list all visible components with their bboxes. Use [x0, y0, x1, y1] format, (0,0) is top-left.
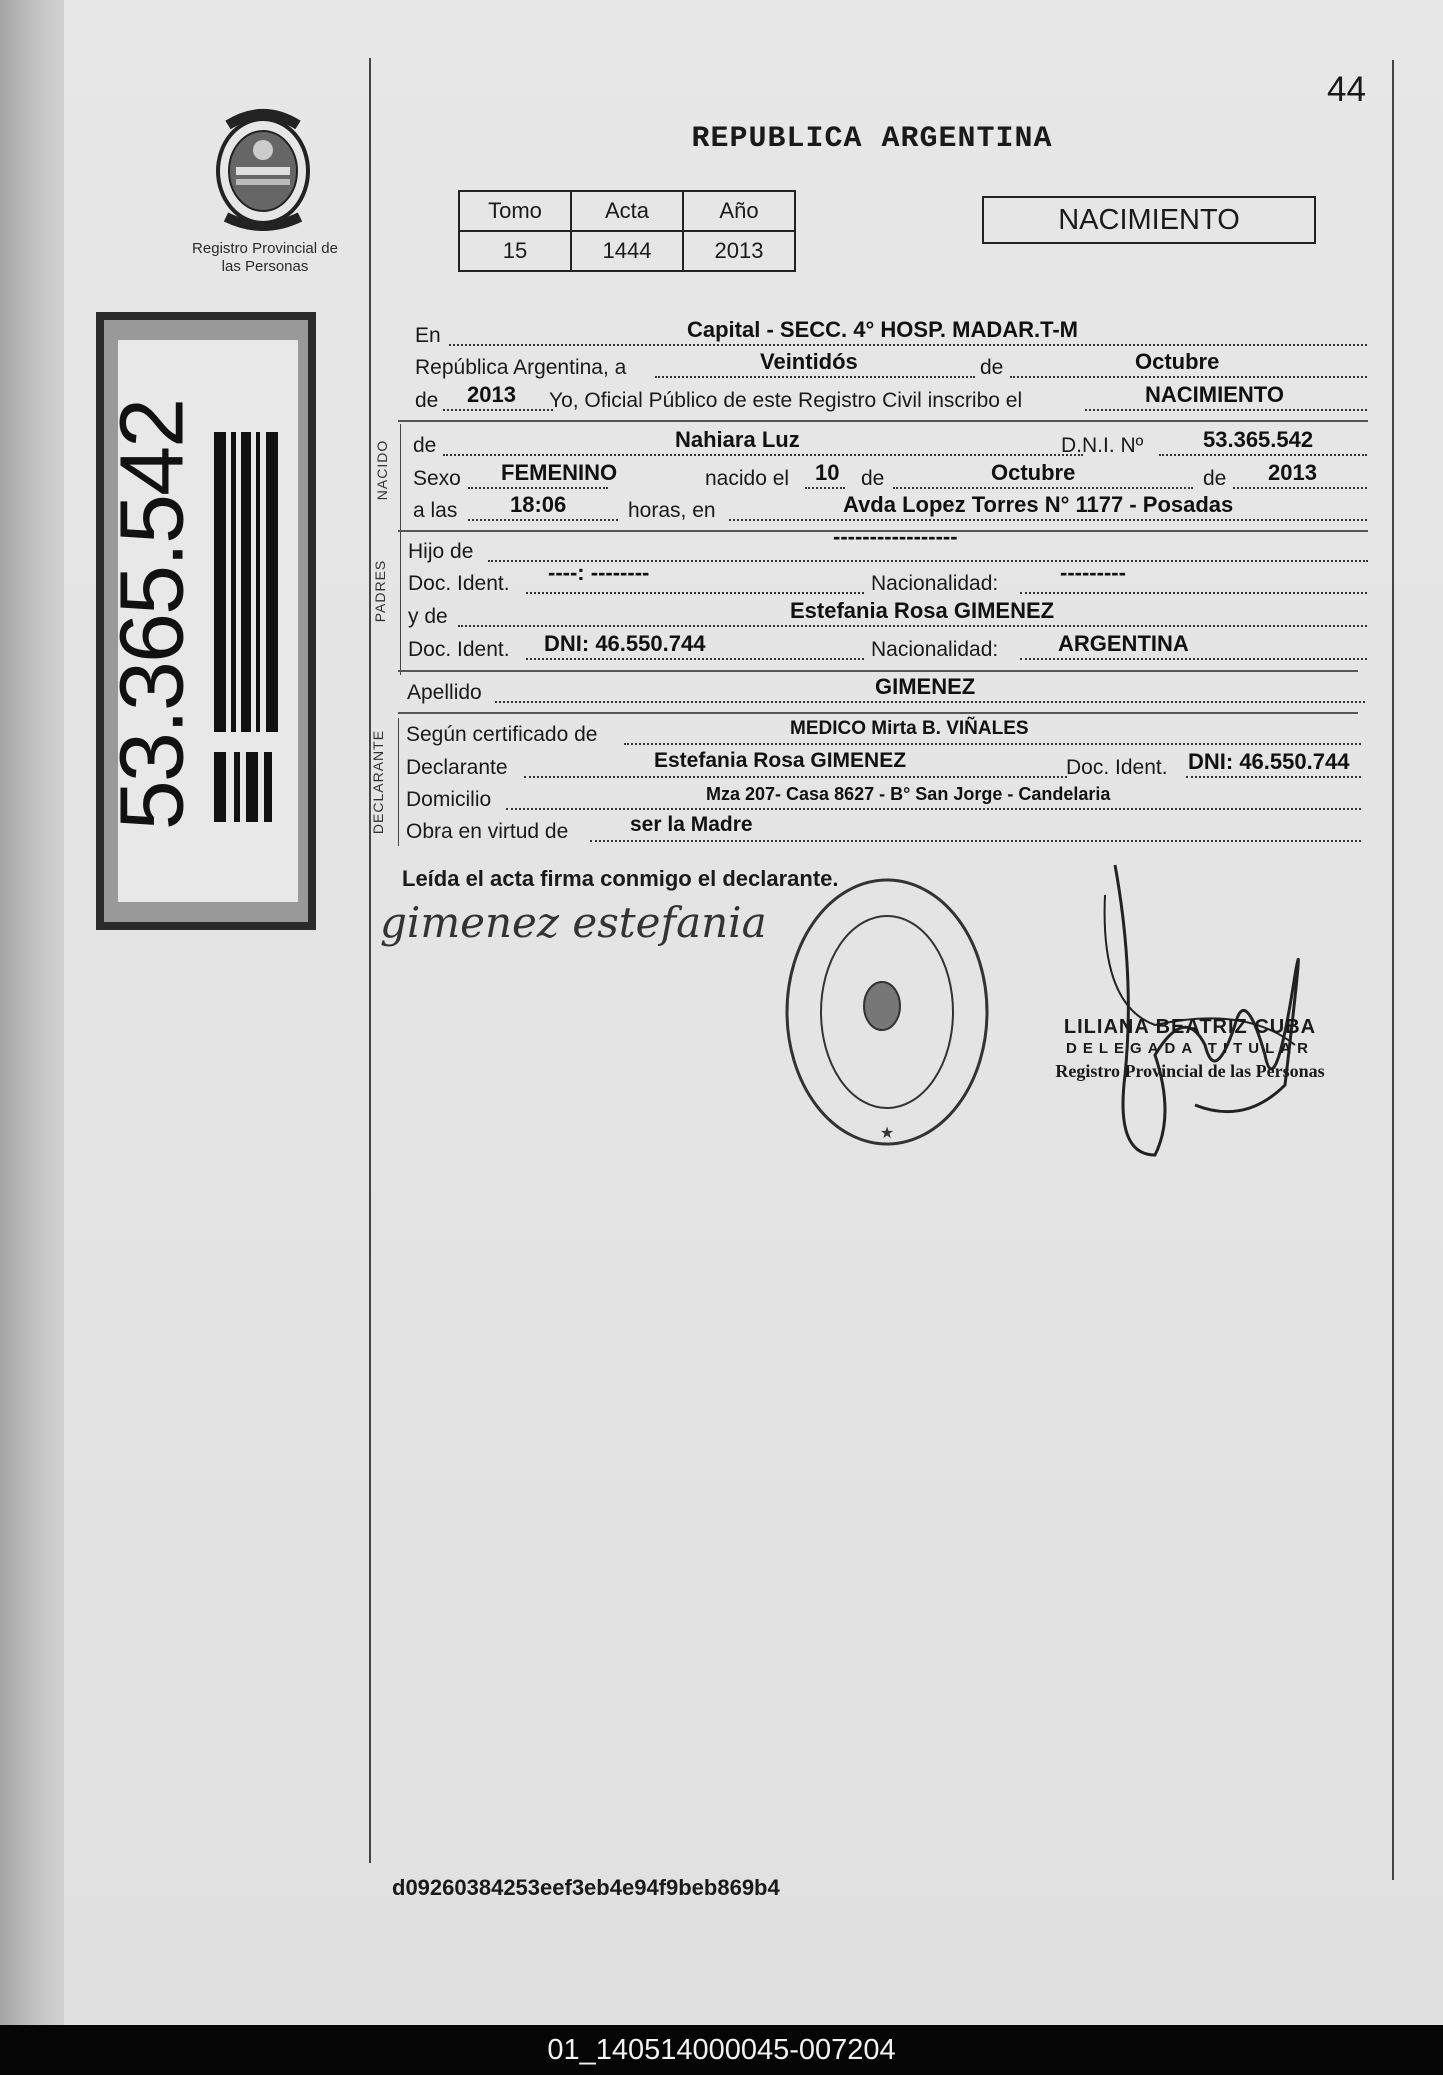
- value-dni: 53.365.542: [1203, 427, 1314, 452]
- value-declarante: Estefania Rosa GIMENEZ: [654, 749, 907, 772]
- row-declarante: [406, 749, 1361, 782]
- row-obra: [406, 813, 1361, 846]
- signatory-role: DELEGADA TITULAR: [1066, 1040, 1314, 1057]
- value-certificado: MEDICO Mirta B. VIÑALES: [790, 718, 1029, 739]
- value-acta: 1444: [571, 231, 683, 271]
- value-domicilio: Mza 207- Casa 8627 - B° San Jorge - Candelaria: [706, 784, 1111, 804]
- value-inscribo: NACIMIENTO: [1145, 382, 1284, 407]
- label-sexo: Sexo: [413, 467, 461, 490]
- value-birth-day: 10: [815, 460, 840, 485]
- label-doc-ident: Doc. Ident.: [408, 638, 510, 661]
- row-apellido: [407, 674, 1365, 707]
- closing-statement: Leída el acta firma conmigo el declarante.: [402, 866, 839, 891]
- row-domicilio: [406, 784, 1361, 814]
- label-nacido-el: nacido el: [705, 467, 790, 490]
- label-declarante: Declarante: [406, 756, 508, 779]
- header-tomo: Tomo: [459, 191, 571, 231]
- label-a-las: a las: [413, 499, 458, 522]
- row-doc-ident-2: [408, 631, 1367, 664]
- row-name: [413, 427, 1367, 460]
- label-inscribo: Yo, Oficial Público de este Registro Civil inscribo el: [549, 389, 1023, 412]
- value-birth-place: Avda Lopez Torres N° 1177 - Posadas: [843, 492, 1234, 517]
- value-birth-time: 18:06: [510, 492, 567, 517]
- label-de-year: de: [415, 389, 439, 412]
- barcode-number: 53.365.542: [102, 399, 203, 831]
- value-year: 2013: [467, 382, 516, 407]
- label-obra: Obra en virtud de: [406, 820, 569, 843]
- value-doc-ident-declarante: DNI: 46.550.744: [1188, 749, 1350, 774]
- row-inscribo: [415, 382, 1367, 415]
- country-title: REPUBLICA ARGENTINA: [691, 122, 1053, 156]
- signatory-name: LILIANA BEATRIZ CUBA: [1063, 1016, 1317, 1038]
- label-y-de: y de: [408, 605, 448, 628]
- signatory-org: Registro Provincial de las Personas: [1055, 1061, 1325, 1081]
- label-horas-en: horas, en: [628, 499, 716, 522]
- label-doc-ident: Doc. Ident.: [408, 572, 510, 595]
- divider: [398, 712, 1358, 714]
- label-dni: D.N.I. Nº: [1061, 434, 1144, 457]
- label-certificado: Según certificado de: [406, 723, 598, 746]
- divider: [398, 670, 1358, 672]
- section-line: [400, 424, 401, 536]
- label-de: de: [980, 356, 1004, 379]
- registry-label: Registro Provincial de las Personas: [192, 240, 338, 275]
- label-de-birth-year: de: [1203, 467, 1227, 490]
- value-day-words: Veintidós: [760, 349, 858, 374]
- value-sexo: FEMENINO: [501, 460, 618, 485]
- row-doc-ident-1: [408, 560, 1367, 598]
- value-obra: ser la Madre: [630, 813, 753, 836]
- right-margin-line: [1392, 60, 1394, 1880]
- header-anio: Año: [683, 191, 795, 231]
- value-hijo-de: -----------------: [833, 524, 958, 549]
- section-line: [398, 718, 399, 846]
- side-label-declarante: DECLARANTE: [370, 729, 386, 835]
- row-republica: [415, 349, 1367, 382]
- value-tomo: 15: [459, 231, 571, 271]
- label-apellido: Apellido: [407, 681, 482, 704]
- page-number: 44: [1327, 70, 1366, 109]
- value-anio: 2013: [683, 231, 795, 271]
- value-name: Nahiara Luz: [675, 427, 800, 452]
- row-hora: [413, 492, 1367, 525]
- value-birth-year: 2013: [1268, 460, 1317, 485]
- row-sexo: [413, 460, 1367, 493]
- province-crest-icon: [208, 105, 318, 235]
- value-apellido: GIMENEZ: [875, 674, 976, 699]
- value-nacionalidad-1: ---------: [1060, 560, 1126, 585]
- svg-text:★: ★: [879, 1125, 895, 1142]
- section-line: [400, 535, 401, 675]
- value-nacionalidad-2: ARGENTINA: [1058, 631, 1189, 656]
- label-doc-ident-declarante: Doc. Ident.: [1066, 756, 1168, 779]
- label-de-name: de: [413, 434, 437, 457]
- value-doc-ident-1: ----: --------: [548, 560, 650, 585]
- header-acta: Acta: [571, 191, 683, 231]
- label-de-month: de: [861, 467, 885, 490]
- divider: [398, 420, 1368, 422]
- act-type-box: NACIMIENTO: [982, 196, 1316, 244]
- label-nacionalidad: Nacionalidad:: [871, 638, 999, 661]
- official-seal-icon: [782, 876, 992, 1148]
- value-month: Octubre: [1135, 349, 1220, 374]
- tomo-acta-table: [458, 190, 796, 272]
- side-label-nacido: NACIDO: [374, 439, 390, 501]
- value-birth-month: Octubre: [991, 460, 1076, 485]
- label-en: En: [415, 324, 441, 347]
- value-doc-ident-2: DNI: 46.550.744: [544, 631, 706, 656]
- document-hash: d09260384253eef3eb4e94f9beb869b4: [392, 1875, 780, 1900]
- footer-id: 01_140514000045-007204: [0, 2025, 1443, 2075]
- left-margin-line: [369, 58, 371, 1863]
- official-signature-icon: [1095, 855, 1315, 1165]
- signatory-block: [1040, 1016, 1340, 1082]
- value-en: Capital - SECC. 4° HOSP. MADAR.T-M: [687, 317, 1078, 342]
- label-hijo-de: Hijo de: [408, 540, 474, 563]
- side-label-padres: PADRES: [372, 559, 388, 623]
- row-en: [415, 317, 1367, 350]
- label-republica: República Argentina, a: [415, 356, 627, 379]
- value-mother: Estefania Rosa GIMENEZ: [790, 598, 1055, 623]
- label-nacionalidad: Nacionalidad:: [871, 572, 999, 595]
- row-certificado: [406, 719, 1361, 749]
- row-y-de: [408, 598, 1367, 631]
- page-edge-shadow: [0, 0, 64, 2025]
- declarant-handwritten-signature: gimenez estefania: [380, 898, 767, 947]
- label-domicilio: Domicilio: [406, 788, 492, 811]
